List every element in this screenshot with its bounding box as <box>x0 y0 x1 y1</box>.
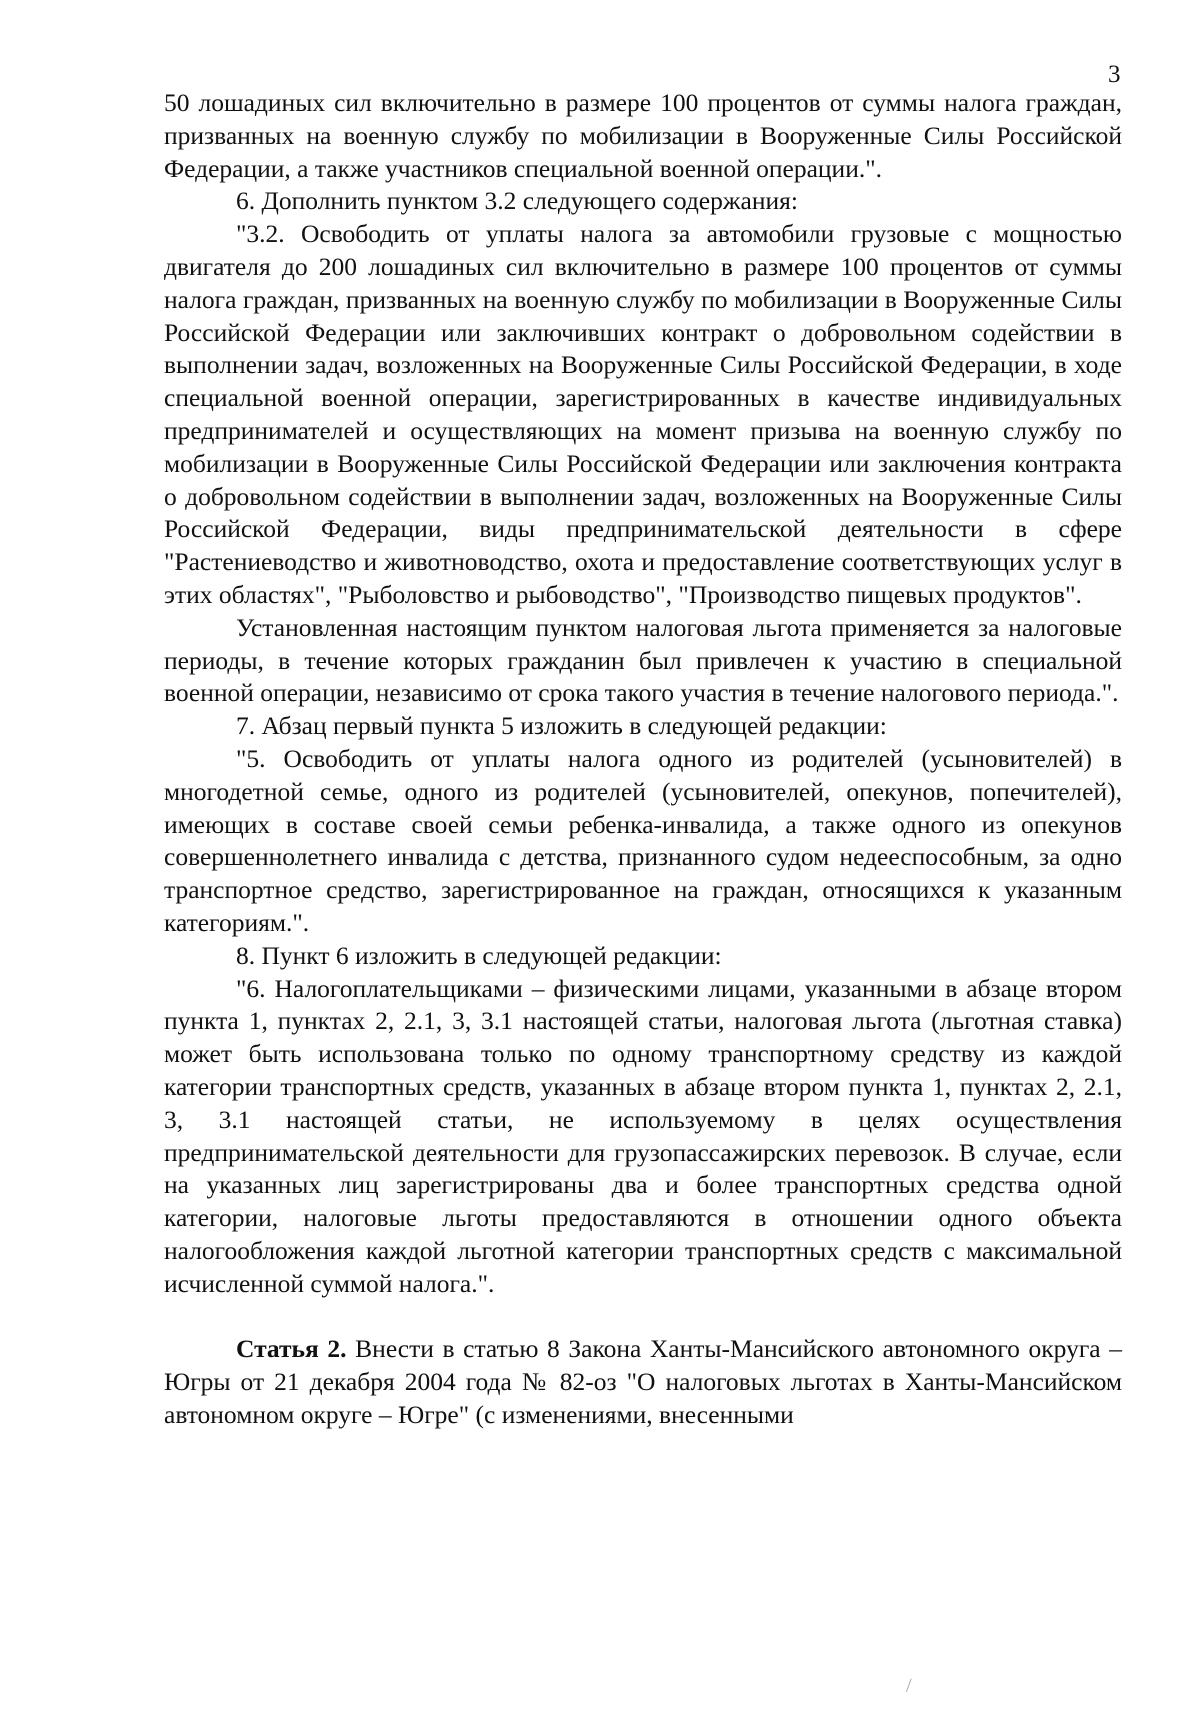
paragraph-item-8: 8. Пункт 6 изложить в следующей редакции: <box>236 940 722 970</box>
page-number: 3 <box>1108 61 1121 88</box>
paragraph-continuation: 50 лошадиных сил включительно в размере 100 процентов от суммы налога граждан, призванных на военную службу по мобилизации в Вооруженные Силы Российской Федерации, а также участников специальной военной операции.". <box>164 88 1122 183</box>
paragraph-item-7: 7. Абзац первый пункта 5 изложить в следующей редакции: <box>236 711 887 741</box>
paragraph-point-6: "6. Налогоплательщиками – физическими лицами, указанными в абзаце втором пункта 1, пунктах 2, 2.1, 3, 3.1 настоящей статьи, налоговая льгота (льготная ставка) может быть использована только по одному транспортному средству из каждой категории транспортных средств, указанных в абзаце втором пункта 1, пунктах 2, 2.1, 3, 3.1 настоящей статьи, не используемому в целях осуществления предпринимательской деятельности для грузопассажирских перевозок. В случае, если на указанных лиц зарегистрированы два и более транспортных средства одной категории, налоговые льготы предоставляются в отношении одного объекта налогообложения каждой льготной категории транспортных средств с максимальной исчисленной суммой налога.". <box>164 973 1122 1298</box>
paragraph-item-6: 6. Дополнить пунктом 3.2 следующего содержания: <box>236 186 798 216</box>
paragraph-point-3-2: "3.2. Освободить от уплаты налога за автомобили грузовые с мощностью двигателя до 200 лошадиных сил включительно в размере 100 процентов от суммы налога граждан, призванных на военную службу по мобилизации в Вооруженные Силы Российской Федерации или заключивших контракт о добровольном содействии в выполнении задач, возложенных на Вооруженные Силы Российской Федерации, в ходе специальной военной операции, зарегистрированных в качестве индивидуальных предпринимателей и осуществляющих на момент призыва на военную службу по мобилизации в Вооруженные Силы Российской Федерации или заключения контракта о добровольном содействии в выполнении задач, возложенных на Вооруженные Силы Российской Федерации, виды предпринимательской деятельности в сфере "Растениеводство и животноводство, охота и предоставление соответствующих услуг в этих областях", "Рыболовство и рыбоводство", "Производство пищевых продуктов". <box>164 219 1122 609</box>
scan-artifact-mark <box>906 1679 921 1696</box>
paragraph-benefit-period: Установленная настоящим пунктом налоговая льгота применяется за налоговые периоды, в течение которых гражданин был привлечен к участию в специальной военной операции, независимо от срока такого участия в течение налогового периода.". <box>164 612 1122 708</box>
document-body <box>164 87 1122 1432</box>
paragraph-article-2 <box>164 1333 1122 1431</box>
paragraph-point-5: "5. Освободить от уплаты налога одного из родителей (усыновителей) в многодетной семье, одного из родителей (усыновителей, опекунов, попечителей), имеющих в составе своей семьи ребенка-инвалида, а также одного из опекунов совершеннолетнего инвалида с детства, признанного судом недееспособным, за одно транспортное средство, зарегистрированное на граждан, относящихся к указанным категориям.". <box>164 743 1122 937</box>
article-text: Внести в статью 8 Закона Ханты-Мансийского автономного округа – Югры от 21 декабря 2004 года № 82-оз "О налоговых льготах в Ханты-Мансийском автономном округе – Югре" (с изменениями, внесенными <box>164 1334 1122 1430</box>
article-heading: Статья 2. <box>236 1334 347 1364</box>
